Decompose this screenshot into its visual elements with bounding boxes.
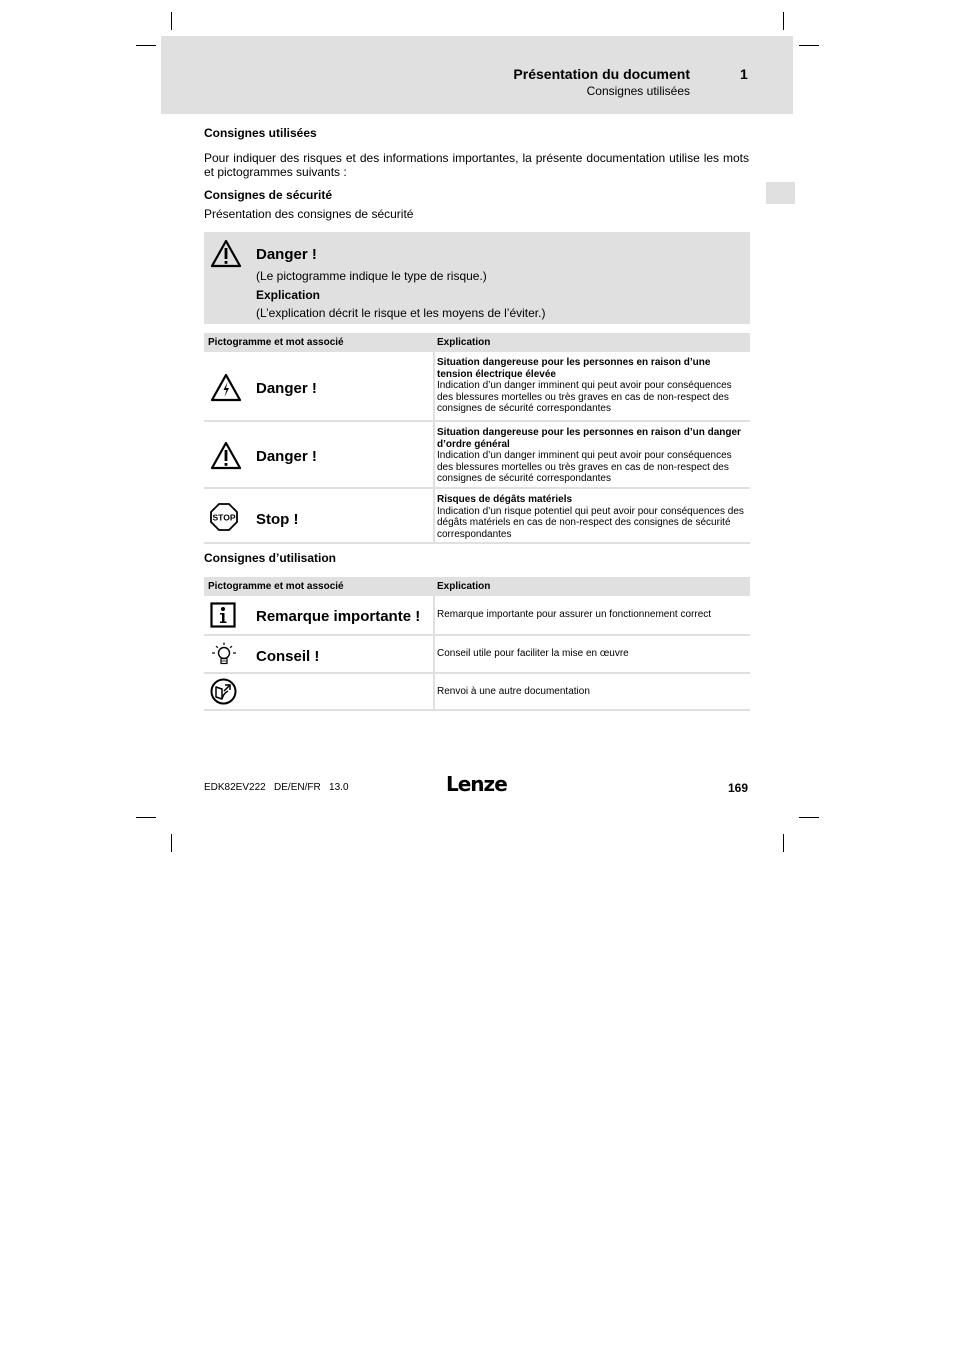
explanation-text: Indication d’un danger imminent qui peut avoir pour conséquences des blessures mortelles ou très graves en cas de non-respect des consignes de sécurité correspondantes [437, 380, 732, 414]
explanation-cell [437, 494, 745, 540]
warning-icon [210, 239, 242, 268]
lenze-logo: Lenze [446, 772, 507, 796]
chapter-subtitle: Consignes utilisées [586, 84, 690, 98]
signal-word: Remarque importante ! [256, 608, 421, 625]
signal-word: Danger ! [256, 448, 317, 465]
crop-mark [783, 12, 784, 30]
danger-title: Danger ! [256, 246, 317, 263]
usage-heading: Consignes d’utilisation [204, 551, 337, 565]
crop-mark [136, 45, 156, 46]
signal-word: Conseil ! [256, 648, 320, 665]
explanation-title: Situation dangereuse pour les personnes en raison d’un danger d’ordre général [437, 427, 741, 450]
electric-hazard-icon [210, 373, 242, 402]
crop-mark [799, 45, 819, 46]
section-heading: Consignes utilisées [204, 126, 317, 140]
explanation-text: Renvoi à une autre documentation [437, 686, 590, 697]
danger-explanation-label: Explication [256, 288, 321, 302]
page-number: 169 [728, 781, 749, 795]
stop-icon [210, 503, 238, 531]
explanation-text: Indication d’un risque potentiel qui peut avoir pour conséquences des dégâts matériels en cas de non-respect des consignes de sécurité correspondantes [437, 505, 744, 540]
signal-word: Danger ! [256, 380, 317, 397]
crop-mark [783, 834, 784, 852]
safety-table [204, 333, 750, 544]
chapter-title: Présentation du document [513, 66, 690, 82]
danger-example-box [204, 232, 750, 324]
crop-mark [136, 817, 156, 818]
crop-mark [171, 12, 172, 30]
explanation-text: Conseil utile pour faciliter la mise en œuvre [437, 648, 629, 659]
table-header [204, 577, 750, 596]
danger-line-2: (L’explication décrit le risque et les moyens de l’éviter.) [256, 306, 546, 320]
table-row [204, 422, 750, 489]
document-id: EDK82EV222 DE/EN/FR 13.0 [204, 782, 349, 793]
danger-line-1: (Le pictogramme indique le type de risque.) [256, 269, 487, 283]
info-icon [210, 602, 236, 628]
explanation-cell [437, 357, 745, 415]
safety-heading: Consignes de sécurité [204, 188, 333, 202]
crop-mark [799, 817, 819, 818]
explanation-cell [437, 427, 745, 485]
column-header: Pictogramme et mot associé [208, 581, 344, 592]
chapter-number: 1 [740, 66, 748, 82]
usage-table [204, 577, 750, 711]
table-row [204, 596, 750, 636]
header-band [161, 36, 793, 114]
crop-mark [171, 834, 172, 852]
explanation-title: Situation dangereuse pour les personnes en raison d’une tension électrique élevée [437, 357, 711, 380]
explanation-title: Risques de dégâts matériels [437, 494, 573, 505]
lightbulb-icon [210, 641, 238, 669]
signal-word: Stop ! [256, 511, 299, 528]
column-header: Explication [437, 337, 491, 348]
explanation-text: Indication d’un danger imminent qui peut avoir pour conséquences des blessures mortelles ou très graves en cas de non-respect des consignes de sécurité correspondantes [437, 450, 732, 484]
general-danger-icon [210, 441, 242, 470]
book-reference-icon [210, 678, 237, 705]
column-header: Explication [437, 581, 491, 592]
table-header [204, 333, 750, 352]
explanation-text: Remarque importante pour assurer un fonctionnement correct [437, 609, 712, 620]
table-row [204, 636, 750, 674]
safety-intro: Présentation des consignes de sécurité [204, 207, 414, 221]
table-row [204, 352, 750, 422]
table-row [204, 674, 750, 711]
table-row [204, 489, 750, 544]
intro-paragraph: Pour indiquer des risques et des informations importantes, la présente documentation utilise les mots et pictogrammes suivants : [204, 151, 749, 179]
chapter-tab-marker [766, 182, 795, 204]
column-header: Pictogramme et mot associé [208, 337, 344, 348]
stop-icon-label: STOP [212, 512, 236, 523]
